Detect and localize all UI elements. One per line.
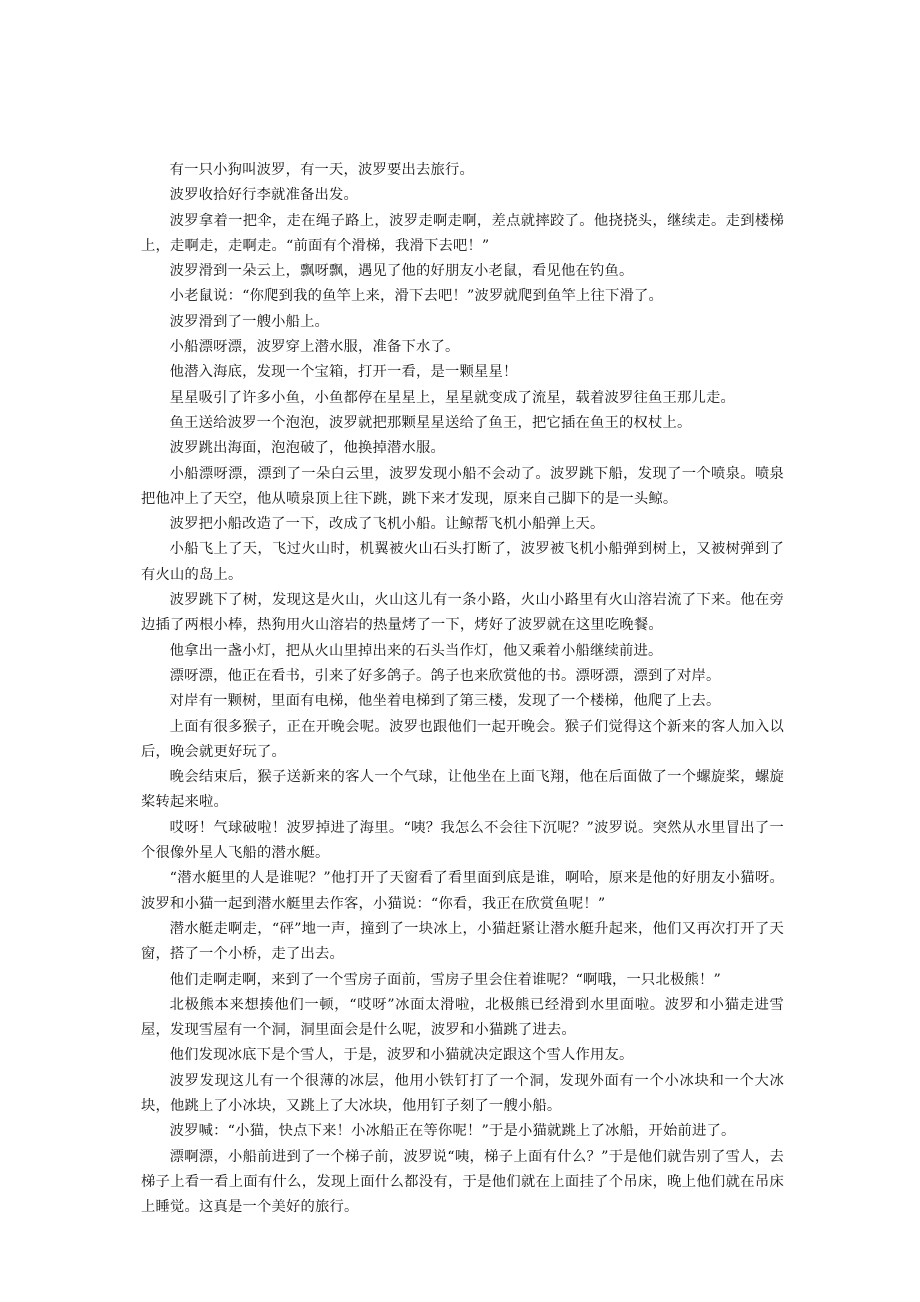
- paragraph: 他拿出一盏小灯，把从火山里掉出来的石头当作灯，他又乘着小船继续前进。: [169, 642, 663, 659]
- paragraph: 晚会结束后，猴子送新来的客人一个气球，让他坐在上面飞翔，他在后面做了一个螺旋桨，螺旋桨转起来啦。: [141, 769, 784, 811]
- paragraph: 波罗拿着一把伞，走在绳子路上，波罗走啊走啊，差点就摔跤了。他挠挠头，继续走。走到楼梯上，走啊走，走啊走。“前面有个滑梯，我滑下去吧！”: [141, 212, 784, 254]
- paragraph: 波罗跳下了树，发现这是火山，火山这儿有一条小路，火山小路里有火山溶岩流了下来。他在旁边插了两根小棒，热狗用火山溶岩的热量烤了一下，烤好了波罗就在这里吃晚餐。: [141, 592, 784, 634]
- paragraph: 他们走啊走啊，来到了一个雪房子面前，雪房子里会住着谁呢？“啊哦，一只北极熊！”: [169, 971, 721, 988]
- paragraph: 他们发现冰底下是个雪人，于是，波罗和小猫就决定跟这个雪人作用友。: [169, 1047, 634, 1064]
- paragraph: 波罗跳出海面，泡泡破了，他换掉潜水服。: [169, 440, 446, 457]
- paragraph: 有一只小狗叫波罗，有一天，波罗要出去旅行。: [169, 162, 475, 178]
- paragraph: 波罗喊：“小猫，快点下来！小冰船正在等你呢！”于是小猫就跳上了冰船，开始前进了。: [169, 1123, 736, 1140]
- paragraph: 漂呀漂，他正在看书，引来了好多鸽子。鸽子也来欣赏他的书。漂呀漂，漂到了对岸。: [169, 667, 721, 684]
- paragraph: 小老鼠说：“你爬到我的鱼竿上来，滑下去吧！”波罗就爬到鱼竿上往下滑了。: [169, 288, 664, 305]
- paragraph: 漂啊漂，小船前进到了一个梯子前，波罗说“咦，梯子上面有什么？”于是他们就告别了雪人，去梯子上看一看上面有什么，发现上面什么都没有，于是他们就在上面挂了个吊床，晚上他们就在吊床上睡觉。这真是一个美好的旅行。: [141, 1148, 784, 1216]
- paragraph: “潜水艇里的人是谁呢？”他打开了天窗看了看里面到底是谁，啊哈，原来是他的好朋友小猫呀。波罗和小猫一起到潜水艇里去作客，小猫说：“你看，我正在欣赏鱼呢！”: [141, 870, 784, 912]
- paragraph: 上面有很多猴子，正在开晚会呢。波罗也跟他们一起开晚会。猴子们觉得这个新来的客人加入以后，晚会就更好玩了。: [141, 718, 784, 760]
- paragraph: 波罗发现这儿有一个很薄的冰层，他用小铁钉打了一个洞，发现外面有一个小冰块和一个大冰块，他跳上了小冰块，又跳上了大冰块，他用钉子刻了一艘小船。: [141, 1072, 784, 1114]
- story-body: [141, 158, 784, 1220]
- paragraph: 潜水艇走啊走，“砰”地一声，撞到了一块冰上，小猫赶紧让潜水艇升起来，他们又再次打开了天窗，搭了一个小桥，走了出去。: [141, 920, 784, 963]
- paragraph: 小船漂呀漂，波罗穿上潜水服，准备下水了。: [169, 339, 460, 356]
- paragraph: 北极熊本来想揍他们一顿，“哎呀”冰面太滑啦，北极熊已经滑到水里面啦。波罗和小猫走进雪屋，发现雪屋有一个洞，洞里面会是什么呢，波罗和小猫跳了进去。: [141, 996, 784, 1039]
- paragraph: 小船漂呀漂，漂到了一朵白云里，波罗发现小船不会动了。波罗跳下船，发现了一个喷泉。喷泉把他冲上了天空，他从喷泉顶上往下跳，跳下来才发现，原来自己脚下的是一头鲸。: [141, 465, 784, 507]
- paragraph: 波罗滑到一朵云上，飘呀飘，遇见了他的好朋友小老鼠，看见他在钓鱼。: [169, 263, 634, 280]
- paragraph: 他潜入海底，发现一个宝箱，打开一看，是一颗星星！: [169, 364, 518, 381]
- paragraph: 哎呀！气球破啦！波罗掉进了海里。“咦？我怎么不会往下沉呢？”波罗说。突然从水里冒出了一个很像外星人飞船的潜水艇。: [141, 819, 784, 862]
- paragraph: 星星吸引了许多小鱼，小鱼都停在星星上，星星就变成了流星，载着波罗往鱼王那儿走。: [169, 389, 735, 406]
- paragraph: 波罗滑到了一艘小船上。: [169, 313, 330, 330]
- paragraph: 小船飞上了天，飞过火山时，机翼被火山石头打断了，波罗被飞机小船弹到树上，又被树弹到了有火山的岛上。: [141, 541, 784, 583]
- paragraph: 对岸有一颗树，里面有电梯，他坐着电梯到了第三楼，发现了一个楼梯，他爬了上去。: [169, 693, 721, 710]
- paragraph: 波罗收拾好行李就准备出发。: [169, 187, 359, 204]
- paragraph: 鱼王送给波罗一个泡泡，波罗就把那颗星星送给了鱼王，把它插在鱼王的权杖上。: [169, 414, 692, 431]
- paragraph: 波罗把小船改造了一下，改成了飞机小船。让鲸帮飞机小船弹上天。: [169, 516, 605, 533]
